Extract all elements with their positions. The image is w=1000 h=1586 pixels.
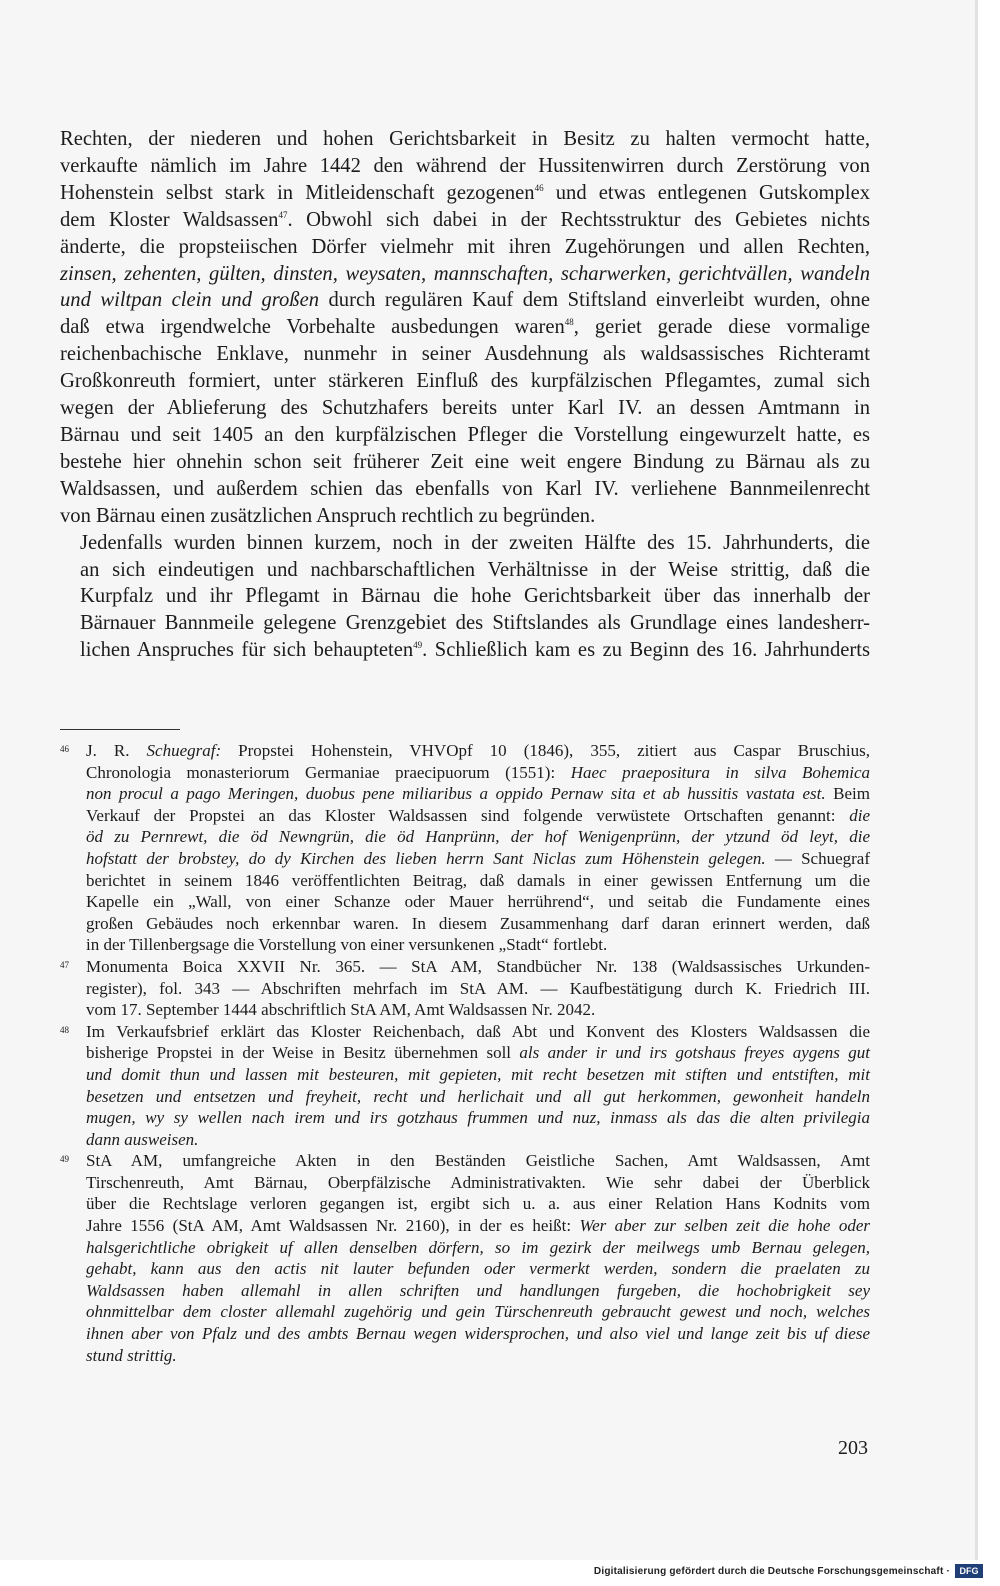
text-line: [86, 1345, 870, 1367]
footnote-46: [60, 740, 870, 956]
text-line: verkaufte nämlich im Jahre 1442 den während der Hussitenwirren durch Zerstörung von: [60, 154, 870, 177]
text-line: [86, 1129, 870, 1151]
text-line: reichenbachische Enklave, nunmehr in seiner Ausdehnung als waldsassisches Richteramt: [60, 343, 870, 366]
footnote-ref[interactable]: 46: [534, 182, 544, 193]
text-line: [86, 1086, 870, 1108]
quoted-text: Haec praepositura in silva Bohemica: [570, 762, 870, 782]
text-line: [60, 287, 870, 314]
text-line: Bärnauer Bannmeile gelegene Grenzgebiet des Stiftslandes als Grundlage eines landesherr-: [80, 612, 870, 635]
quoted-text: zinsen, zehenten, gülten, dinsten, weysaten, mannschaften, scharwerken, gerichtvällen, wandeln: [60, 262, 870, 285]
page-number: 203: [838, 1437, 868, 1459]
text-line: von Bärnau einen zusätzlichen Anspruch rechtlich zu begründen.: [60, 504, 596, 527]
footnote-ref[interactable]: 47: [278, 209, 288, 220]
quoted-text: non procul a pago Meringen, duobus pene miliaribus a oppido Pernaw sita et ab hussitis vastata est.: [86, 784, 826, 804]
text-run: Chronologia monasteriorum Germaniae praecipuorum (1551):: [86, 762, 571, 782]
quoted-text: Wer aber zur selben zeit die hohe oder: [579, 1216, 871, 1236]
quoted-text: die: [849, 805, 870, 825]
text-line: Waldsassen, und außerdem schien das ebenfalls von Karl IV. verliehene Bannmeilenrecht: [60, 477, 870, 500]
text-line: Kapelle ein „Wall, von einer Schanze oder Mauer herrührend“, und seitab die Fundamente eines: [86, 892, 870, 912]
text-run: . Obwohl sich dabei in der Rechtsstruktur des Gebietes nichts: [287, 208, 871, 231]
footnotes: [60, 740, 870, 1366]
text-line: Kurpfalz und ihr Pflegamt in Bärnau die hohe Gerichtsbarkeit über das innerhalb der: [80, 585, 870, 608]
text-line: [86, 1280, 870, 1302]
text-line: großen Gebäudes noch erkennbar waren. In diesem Zusammenhang darf daran erinnert werden, daß: [86, 913, 870, 933]
text-line: Bärnau und seit 1405 an den kurpfälzischen Pfleger die Vorstellung eingewurzelt hatte, es: [60, 423, 870, 446]
body-text: [60, 126, 870, 664]
text-line: [86, 1064, 870, 1086]
page-edge: [975, 0, 978, 1560]
text-line: [86, 826, 870, 848]
quoted-text: Waldsassen haben allemahl in allen schriften und handlungen furgeben, die hochobrigkeit sey: [86, 1280, 870, 1300]
text-line: Monumenta Boica XXVII Nr. 365. — StA AM, Standbücher Nr. 138 (Waldsassisches Urkunden-: [86, 956, 870, 976]
text-line: [86, 783, 870, 805]
footnote-ref[interactable]: 49: [413, 640, 423, 651]
quoted-text: ihnen aber von Pfalz und des ambts Bernau wegen widersprochen, und also viel und lange zeit bis uf diese: [86, 1324, 870, 1344]
text-run: Jahre 1556 (StA AM, Amt Waldsassen Nr. 2160), in der es heißt:: [86, 1216, 580, 1236]
text-run: Beim: [825, 784, 870, 804]
text-line: [60, 637, 870, 664]
text-run: dem Kloster Waldsassen: [60, 208, 279, 231]
text-line: [86, 740, 870, 762]
quoted-text: öd zu Pernrewt, die öd Newngrün, die öd Hanprünn, der hof Wenigenprünn, der ytzund öd leyt, die: [86, 827, 870, 847]
text-line: bestehe hier ohnehin schon seit früherer Zeit eine weit engere Bindung zu Bärnau als zu: [60, 450, 870, 473]
text-line: Rechten, der niederen und hohen Gerichtsbarkeit in Besitz zu halten vermocht hatte,: [60, 128, 870, 150]
text-run: bisherige Propstei in der Weise in Besitz übernehmen soll: [86, 1043, 520, 1063]
text-run: J. R.: [86, 741, 147, 760]
text-run: , geriet gerade diese vormalige: [573, 316, 870, 339]
text-line: Jedenfalls wurden binnen kurzem, noch in der zweiten Hälfte des 15. Jahrhunderts, die: [80, 531, 870, 554]
text-line: [86, 1237, 870, 1259]
text-run: Verkauf der Propstei an das Kloster Waldsassen sind folgende verwüstete Ortschaften genannt:: [86, 805, 850, 825]
footnote-separator: [60, 729, 180, 730]
footnote-47: [60, 956, 870, 1021]
text-line: [60, 261, 870, 288]
text-line: [86, 1042, 870, 1064]
footnote-48: [60, 1021, 870, 1151]
quoted-text: stund strittig.: [86, 1345, 177, 1365]
text-line: berichtet in seinem 1846 veröffentlichten Beitrag, daß damals in einer gewissen Entfernung um die: [86, 870, 870, 890]
digitization-credit: Digitalisierung gefördert durch die Deutsche Forschungsgemeinschaft ·: [593, 1566, 950, 1577]
text-line: vom 17. September 1444 abschriftlich StA AM, Amt Waldsassen Nr. 2042.: [86, 1000, 596, 1020]
text-line: [86, 1258, 870, 1280]
text-run: Hohenstein selbst stark in Mitleidenschaft gezogenen: [60, 181, 535, 204]
quoted-text: als ander ir und irs gotshaus freyes aygens gut: [519, 1043, 870, 1063]
text-line: [86, 1215, 870, 1237]
paragraph-1: [60, 126, 870, 530]
author-name: Schuegraf:: [146, 741, 222, 760]
text-line: [60, 180, 870, 207]
footnote-number: 46: [60, 744, 69, 754]
quoted-text: hofstatt der brobstey, do dy Kirchen des lieben herrn Sant Niclas zum Höhenstein gelegen.: [86, 848, 766, 868]
text-run: Propstei Hohenstein, VHVOpf 10 (1846), 355, zitiert aus Caspar Bruschius,: [221, 741, 870, 760]
text-line: in der Tillenbergsage die Vorstellung von einer versunkenen „Stadt“ fortlebt.: [86, 935, 608, 955]
text-line: [86, 762, 870, 784]
text-line: [86, 805, 870, 827]
text-line: [86, 848, 870, 870]
text-run: und etwas entlegenen Gutskomplex: [555, 181, 871, 204]
footnote-49: [60, 1150, 870, 1366]
quoted-text: und wiltpan clein und großen: [60, 289, 320, 312]
quoted-text: besetzen und entsetzen und freyheit, recht und herlichait und all gut herkommen, gewonheit handeln: [86, 1086, 870, 1106]
quoted-text: ohnmittelbar dem closter allemahl zugehörig und gein Türschenreuth gebraucht gewest und noch, welches: [86, 1302, 870, 1322]
text-line: register), fol. 343 — Abschriften mehrfach im StA AM. — Kaufbestätigung durch K. Friedrich III.: [86, 978, 870, 998]
text-run: . Schließlich kam es zu Beginn des 16. Jahrhunderts: [422, 639, 870, 662]
text-line: änderte, die propsteiischen Dörfer vielmehr mit ihren Zugehörungen und allen Rechten,: [60, 235, 870, 258]
quoted-text: und domit thun und lassen mit besteuren, mit gepieten, mit recht besetzen mit stiften und entstiften, mit: [86, 1064, 870, 1084]
text-line: Tirschenreuth, Amt Bärnau, Oberpfälzische Administrativakten. Wie sehr dabei der Überblick: [86, 1172, 870, 1192]
footnote-number: 47: [60, 959, 69, 970]
paragraph-2: [60, 530, 870, 665]
text-run: lichen Anspruches für sich behaupteten: [80, 639, 414, 662]
text-line: [86, 1323, 870, 1345]
text-line: [60, 207, 870, 234]
text-line: [60, 314, 870, 341]
quoted-text: gehabt, kann aus den actis nit lauter befunden oder vermerkt werden, sondern die praelaten zu: [86, 1259, 870, 1279]
text-line: [86, 1301, 870, 1323]
quoted-text: dann ausweisen.: [86, 1129, 199, 1149]
footnote-number: 48: [60, 1024, 69, 1035]
text-run: — Schuegraf: [765, 848, 870, 868]
text-line: über die Rechtslage verloren gegangen ist, ergibt sich u. a. aus einer Relation Hans Kodnits vom: [86, 1194, 870, 1214]
footnote-ref[interactable]: 48: [564, 317, 574, 328]
text-line: an sich eindeutigen und nachbarschaftlichen Verhältnisse in der Weise strittig, daß die: [80, 558, 870, 581]
quoted-text: halsgerichtliche obrigkeit uf allen denselben dörfern, so im gezirk der meilwegs umb Bernau gelegen,: [86, 1237, 870, 1257]
text-line: Im Verkaufsbrief erklärt das Kloster Reichenbach, daß Abt und Konvent des Klosters Waldsassen die: [86, 1021, 870, 1041]
text-line: wegen der Ablieferung des Schutzhafers bereits unter Karl IV. an dessen Amtmann in: [60, 397, 870, 420]
quoted-text: mugen, wy sy wellen nach irem und irs gotzhaus frummen und nuz, inmass als das die alten privilegia: [86, 1108, 870, 1128]
text-line: Großkonreuth formiert, unter stärkeren Einfluß des kurpfälzischen Pflegamtes, zumal sich: [60, 370, 870, 393]
text-run: daß etwa irgendwelche Vorbehalte ausbedungen waren: [60, 316, 565, 339]
text-run: durch regulären Kauf dem Stiftsland einverleibt wurden, ohne: [319, 289, 870, 312]
text-line: StA AM, umfangreiche Akten in den Beständen Geistliche Sachen, Amt Waldsassen, Amt: [86, 1151, 870, 1171]
footnote-number: 49: [60, 1154, 69, 1165]
text-line: [86, 1107, 870, 1129]
dfg-logo-icon: DFG: [955, 1564, 983, 1578]
